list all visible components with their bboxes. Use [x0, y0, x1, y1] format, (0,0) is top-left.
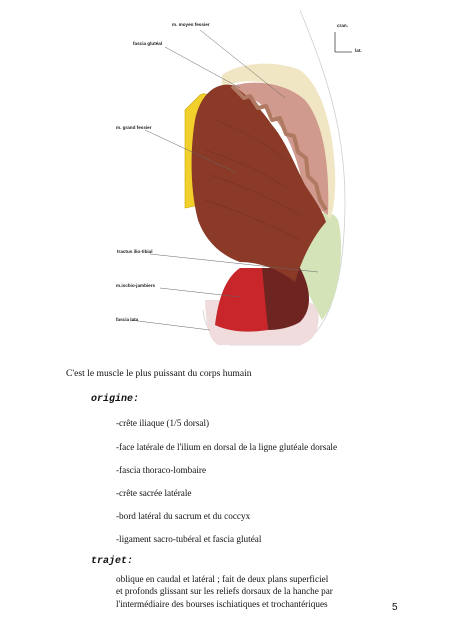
trajet-paragraph — [116, 573, 416, 610]
label-ischio: m.ischio-jambiers — [116, 283, 156, 288]
label-grand-fessier: m. grand fessier — [116, 125, 152, 130]
label-lat: lat. — [355, 48, 362, 53]
origine-item: -bord latéral du sacrum et du coccyx — [116, 511, 251, 521]
label-cran: cran. — [337, 23, 348, 28]
origine-heading: origine: — [91, 394, 140, 405]
page-number: 5 — [392, 602, 398, 613]
orientation-axes — [335, 32, 352, 52]
origine-item: -crête iliaque (1/5 dorsal) — [116, 418, 210, 428]
label-fascia-gluteal: fascia glutéal — [133, 41, 163, 46]
label-fascia-lata: fascia lata — [116, 317, 139, 322]
trajet-line: l'intermédiaire des bourses ischiatiques et trochantériques — [116, 598, 328, 609]
origine-item: -fascia thoraco-lombaire — [116, 465, 207, 475]
trajet-heading: trajet: — [91, 556, 134, 567]
ischio-light-shape — [215, 268, 268, 332]
origine-item: -face latérale de l'ilium en dorsal de la ligne glutéale dorsale — [116, 442, 338, 452]
label-moyen-fessier: m. moyen fessier — [172, 22, 210, 27]
trajet-line: oblique en caudal et latéral ; fait de deux plans superficiel — [116, 574, 329, 584]
intro-text: C'est le muscle le plus puissant du corps humain — [66, 368, 252, 379]
origine-item: -crête sacrée latérale — [116, 488, 192, 498]
origine-item: -ligament sacro-tubéral et fascia glutéal — [116, 534, 262, 544]
trajet-line: et profonds glissant sur les reliefs dorsaux de la hanche par — [116, 586, 333, 597]
label-tractus: tractus ilio-tibial — [117, 249, 153, 254]
